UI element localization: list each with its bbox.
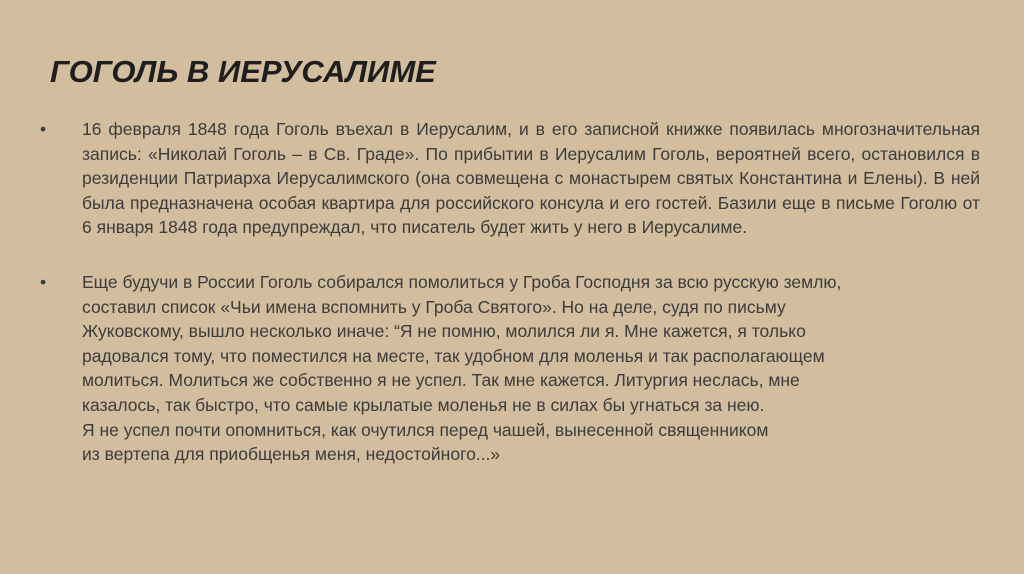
bullet-list [40, 117, 980, 467]
bullet-2-text [82, 270, 980, 467]
bullet-marker: • [40, 271, 47, 292]
text-line: казалось, так быстро, что самые крылатые моленья не в силах бы угнаться за нею. [82, 394, 765, 415]
text-line: Еще будучи в России Гоголь собирался помолиться у Гроба Господня за всю русскую землю, [82, 271, 842, 292]
bullet-item-2 [40, 270, 980, 467]
text-line: молиться. Молиться же собственно я не успел. Так мне кажется. Литургия неслась, мне [82, 370, 800, 391]
text-line: составил список «Чьи имена вспомнить у Гроба Святого». Но на деле, судя по письму [82, 296, 786, 317]
bullet-1-text: 16 февраля 1848 года Гоголь въехал в Иерусалим, и в его записной книжке появилась многозначительная запись: «Николай Гоголь – в Св. Граде». По прибытии в Иерусалим Гоголь, вероятней всего, остановился в резиденции Патриарха Иерусалимского (она совмещена с монастырем святых Константина и Елены). В ней была предназначена особая квартира для российского консула и его гостей. Базили еще в письме Гоголю от 6 января 1848 года предупреждал, что писатель будет жить у него в Иерусалиме. [82, 119, 980, 238]
text-line: Жуковскому, вышло несколько иначе: “Я не помню, молился ли я. Мне кажется, я только [82, 321, 806, 342]
bullet-marker: • [40, 119, 47, 139]
text-line: Я не успел почти опомниться, как очутился перед чашей, вынесенной священником [82, 419, 769, 440]
bullet-item-1 [40, 117, 980, 240]
slide-title: ГОГОЛЬ В ИЕРУСАЛИМЕ [50, 54, 436, 89]
text-line: из вертепа для приобщенья меня, недостойного...» [82, 444, 501, 465]
text-line: радовался тому, что поместился на месте, так удобном для моленья и так располагающем [82, 345, 825, 366]
